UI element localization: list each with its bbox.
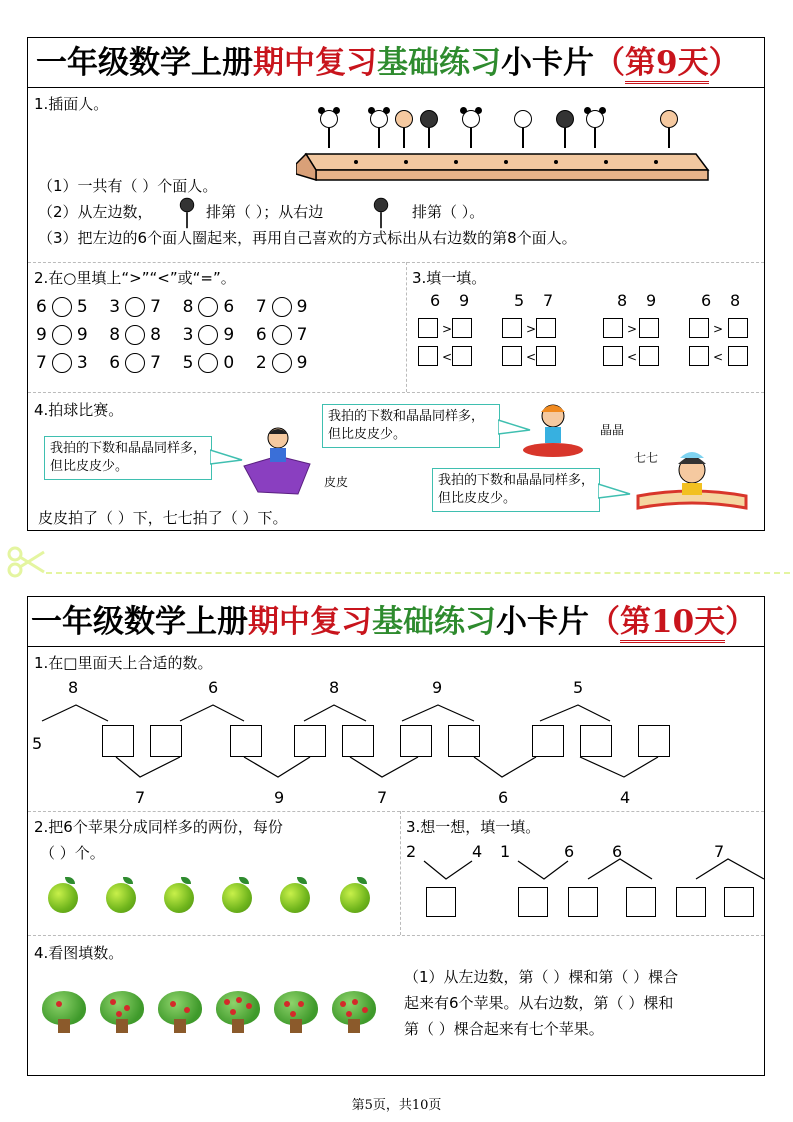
q4-text3: 第（ ）棵合起来有七个苹果。 xyxy=(404,1020,604,1038)
gt-sign: > xyxy=(627,322,638,336)
left-number: 5 xyxy=(32,734,43,753)
answer-box[interactable] xyxy=(639,346,659,366)
bubble-tail xyxy=(598,482,632,502)
apple-tree-icon xyxy=(274,991,318,1035)
top-number: 6 xyxy=(612,842,623,861)
apple-tree-icon xyxy=(158,991,202,1035)
answer-box[interactable] xyxy=(626,887,656,917)
answer-box[interactable] xyxy=(518,887,548,917)
compare-circle[interactable] xyxy=(125,297,145,317)
answer-box[interactable] xyxy=(426,887,456,917)
answer-box[interactable] xyxy=(102,725,134,757)
face-puppet-icon xyxy=(460,110,482,148)
page-footer: 第5页，共10页 xyxy=(351,1098,442,1113)
apple-tree-icon xyxy=(100,991,144,1035)
top-number: 8 xyxy=(329,678,340,697)
apple-icon xyxy=(164,883,194,913)
divider xyxy=(28,935,764,936)
gt-sign: > xyxy=(713,322,724,336)
compare-row-1: 6 5 3 7 8 6 7 9 xyxy=(36,297,308,317)
answer-box[interactable] xyxy=(568,887,598,917)
compare-row-3: 7 3 6 7 5 0 2 9 xyxy=(36,353,308,373)
q4-answer: 皮皮拍了（ ）下，七七拍了（ ）下。 xyxy=(38,509,288,527)
top-number: 4 xyxy=(472,842,483,861)
speech-bubble-jingjing: 我拍的下数和晶晶同样多，但比皮皮少。 xyxy=(322,404,500,448)
speech-bubble-pipi: 我拍的下数和晶晶同样多，但比皮皮少。 xyxy=(44,436,212,480)
gt-sign: > xyxy=(526,322,537,336)
top-number: 6 xyxy=(208,678,219,697)
answer-box[interactable] xyxy=(452,318,472,338)
q4-heading: 4.看图填数。 xyxy=(34,944,124,962)
answer-box[interactable] xyxy=(728,346,748,366)
apple-icon xyxy=(340,883,370,913)
q3-heading: 3.想一想，填一填。 xyxy=(406,818,541,836)
answer-box[interactable] xyxy=(294,725,326,757)
face-puppet-icon xyxy=(393,110,415,148)
divider xyxy=(406,262,407,392)
bottom-number: 6 xyxy=(498,788,509,807)
q1-line3: （3）把左边的6个面人圈起来，再用自己喜欢的方式标出从右边数的第8个面人。 xyxy=(38,229,577,247)
compare-circle[interactable] xyxy=(52,297,72,317)
q4-text1: （1）从左边数，第（ ）棵和第（ ）棵合 xyxy=(404,968,679,986)
answer-box[interactable] xyxy=(724,887,754,917)
face-puppet-icon xyxy=(658,110,680,148)
pair-number: 6 xyxy=(701,291,712,310)
apple-icon xyxy=(48,883,78,913)
answer-box[interactable] xyxy=(728,318,748,338)
card-title-day9: 一年级数学上册期中复习基础练习小卡片（第9天） xyxy=(28,38,764,88)
answer-box[interactable] xyxy=(638,725,670,757)
answer-box[interactable] xyxy=(502,346,522,366)
cut-line xyxy=(46,572,790,574)
compare-row-2: 9 9 8 8 3 9 6 7 xyxy=(36,325,308,345)
top-number: 9 xyxy=(432,678,443,697)
face-puppet-icon xyxy=(584,110,606,148)
compare-circle[interactable] xyxy=(272,353,292,373)
gt-sign: > xyxy=(442,322,453,336)
compare-circle[interactable] xyxy=(52,353,72,373)
divider xyxy=(400,811,401,935)
answer-box[interactable] xyxy=(536,346,556,366)
q1-line2a: （2）从左边数， xyxy=(38,203,153,221)
face-puppet-icon xyxy=(554,110,576,148)
q4-text2: 起来有6个苹果。从右边数，第（ ）棵和 xyxy=(404,994,674,1012)
compare-circle[interactable] xyxy=(198,297,218,317)
compare-circle[interactable] xyxy=(198,325,218,345)
card-day9 xyxy=(27,37,765,531)
pair-number: 8 xyxy=(730,291,741,310)
compare-circle[interactable] xyxy=(272,325,292,345)
face-puppet-icon xyxy=(372,198,390,228)
top-number: 7 xyxy=(714,842,725,861)
q3-heading: 3.填一填。 xyxy=(412,269,487,287)
answer-box[interactable] xyxy=(448,725,480,757)
answer-box[interactable] xyxy=(418,318,438,338)
top-number: 8 xyxy=(68,678,79,697)
answer-box[interactable] xyxy=(532,725,564,757)
apple-icon xyxy=(280,883,310,913)
answer-box[interactable] xyxy=(342,725,374,757)
answer-box[interactable] xyxy=(230,725,262,757)
lt-sign: < xyxy=(442,350,453,364)
compare-circle[interactable] xyxy=(125,325,145,345)
answer-box[interactable] xyxy=(400,725,432,757)
pair-number: 6 xyxy=(430,291,441,310)
compare-circle[interactable] xyxy=(125,353,145,373)
apple-icon xyxy=(222,883,252,913)
child-on-book-icon xyxy=(238,426,316,496)
bottom-number: 7 xyxy=(377,788,388,807)
face-puppet-icon xyxy=(178,198,196,228)
answer-box[interactable] xyxy=(603,318,623,338)
answer-box[interactable] xyxy=(689,346,709,366)
top-number: 5 xyxy=(573,678,584,697)
q1-heading: 1.插面人。 xyxy=(34,95,109,113)
compare-circle[interactable] xyxy=(198,353,218,373)
apple-tree-icon xyxy=(332,991,376,1035)
apple-tree-icon xyxy=(216,991,260,1035)
apple-tree-icon xyxy=(42,991,86,1035)
answer-box[interactable] xyxy=(689,318,709,338)
q1-line2b: 排第（ ）；从右边 xyxy=(206,203,324,221)
name-qiqi: 七七 xyxy=(634,451,659,465)
scissors-icon xyxy=(6,544,46,580)
face-puppet-icon xyxy=(368,110,390,148)
name-pipi: 皮皮 xyxy=(324,475,349,489)
speech-bubble-qiqi: 我拍的下数和晶晶同样多，但比皮皮少。 xyxy=(432,468,600,512)
bottom-number: 7 xyxy=(135,788,146,807)
q1-line1: （1）一共有（ ）个面人。 xyxy=(38,177,218,195)
face-puppet-icon xyxy=(318,110,340,148)
top-number: 6 xyxy=(564,842,575,861)
answer-box[interactable] xyxy=(418,346,438,366)
divider xyxy=(28,811,764,812)
q1-heading: 1.在□里面天上合适的数。 xyxy=(34,654,213,672)
q2-heading: 2.在○里填上“>”“<”或“=”。 xyxy=(34,269,236,287)
name-jingjing: 晶晶 xyxy=(600,423,625,437)
divider xyxy=(28,262,764,263)
answer-box[interactable] xyxy=(639,318,659,338)
answer-box[interactable] xyxy=(150,725,182,757)
answer-box[interactable] xyxy=(452,346,472,366)
q1-line2c: 排第（ ）。 xyxy=(412,203,485,221)
pair-number: 9 xyxy=(459,291,470,310)
compare-circle[interactable] xyxy=(52,325,72,345)
top-number: 1 xyxy=(500,842,511,861)
bottom-number: 4 xyxy=(620,788,631,807)
apple-icon xyxy=(106,883,136,913)
answer-box[interactable] xyxy=(580,725,612,757)
lt-sign: < xyxy=(713,350,724,364)
lt-sign: < xyxy=(526,350,537,364)
q4-heading: 4.拍球比赛。 xyxy=(34,401,124,419)
pair-number: 8 xyxy=(617,291,628,310)
child-reading-icon xyxy=(522,400,584,460)
pair-number: 7 xyxy=(543,291,554,310)
pair-number: 9 xyxy=(646,291,657,310)
puppet-board-image xyxy=(296,104,716,190)
compare-circle[interactable] xyxy=(272,297,292,317)
bottom-number: 9 xyxy=(274,788,285,807)
answer-box[interactable] xyxy=(676,887,706,917)
q2-heading: 2.把6个苹果分成同样多的两份，每份 xyxy=(34,818,283,836)
top-number: 2 xyxy=(406,842,417,861)
card-title-day10: 一年级数学上册期中复习基础练习小卡片（第10天） xyxy=(28,597,764,647)
divider xyxy=(28,392,764,393)
answer-box[interactable] xyxy=(536,318,556,338)
pair-number: 5 xyxy=(514,291,525,310)
q2-line2: （ ）个。 xyxy=(40,844,105,862)
answer-box[interactable] xyxy=(502,318,522,338)
face-puppet-icon xyxy=(418,110,440,148)
lt-sign: < xyxy=(627,350,638,364)
child-on-book-icon xyxy=(634,442,750,518)
face-puppet-icon xyxy=(512,110,534,148)
card-day10 xyxy=(27,596,765,1076)
answer-box[interactable] xyxy=(603,346,623,366)
